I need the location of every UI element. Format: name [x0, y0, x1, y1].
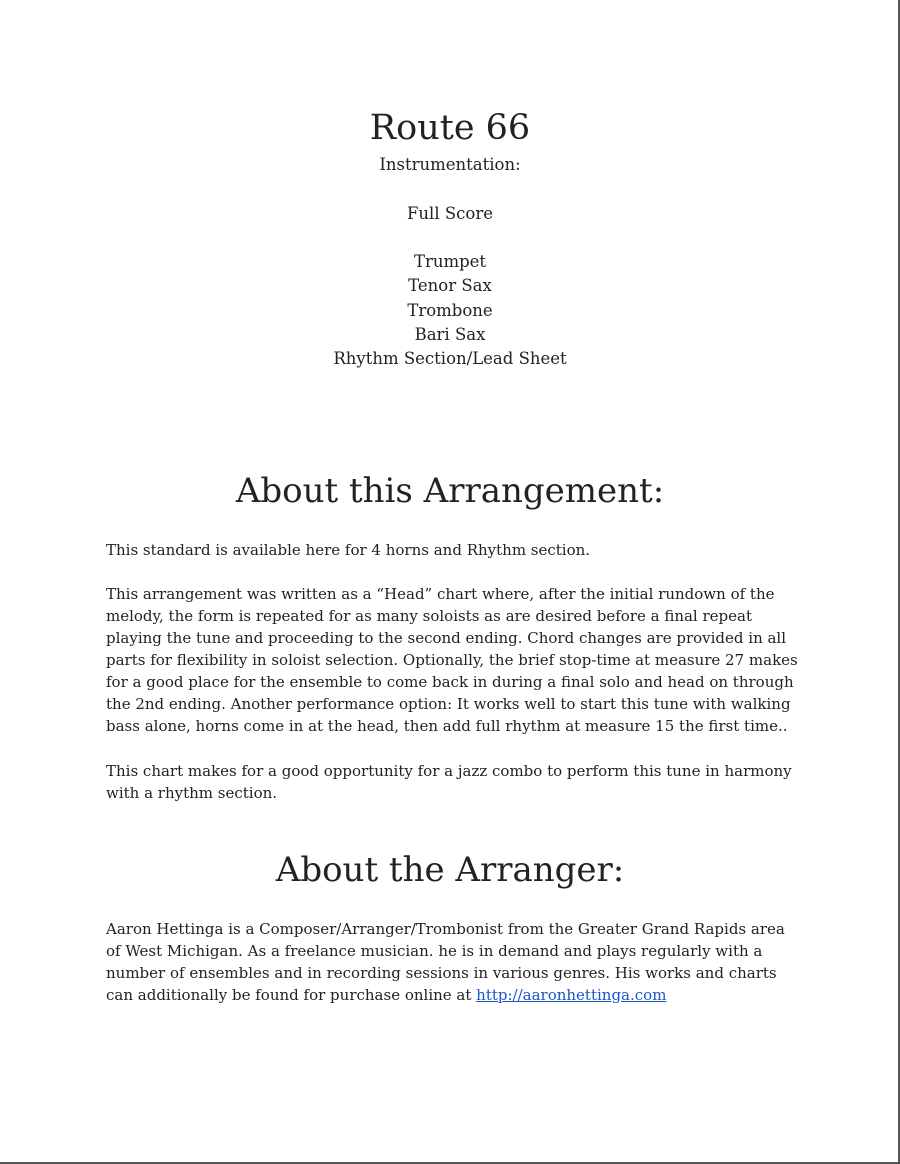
arranger-bio-text: Aaron Hettinga is a Composer/Arranger/Trombonist from the Greater Grand Rapids area of West Michigan. As a freelance musician. he is in demand and plays regularly with a number of ensembles and in recording sessions in various genres. His works and charts can additionally be found for purchase online at [106, 920, 785, 1004]
part-trombone: Trombone [407, 300, 493, 320]
instrumentation-block [0, 153, 900, 372]
spacer [0, 226, 900, 250]
full-score-label: Full Score [406, 203, 493, 223]
arrangement-paragraph-2: This arrangement was written as a “Head” chart where, after the initial rundown of the melody, the form is repeated for as many soloists as are desired before a final repeat playing the tune and proceeding to the second ending. Chord changes are provided in all parts for flexibility in soloist selection. Optionally, the brief stop-time at measure 27 makes for a good place for the ensemble to come back in during a final solo and head on through the 2nd ending. Another performance option: It works well to start this tune with walking bass alone, horns come in at the head, then add full rhythm at measure 15 the first time.. [106, 585, 798, 735]
part-bari-sax: Bari Sax [414, 325, 486, 345]
arrangement-paragraph-3: This chart makes for a good opportunity for a jazz combo to perform this tune in harmony with a rhythm section. [106, 762, 792, 802]
arrangement-paragraph-1: This standard is available here for 4 horns and Rhythm section. [106, 541, 591, 559]
about-arranger-heading: About the Arranger: [275, 850, 625, 890]
about-arrangement-heading: About this Arrangement: [235, 471, 665, 511]
part-rhythm-section: Rhythm Section/Lead Sheet [333, 349, 567, 369]
document-title: Route 66 [369, 108, 531, 148]
arranger-paragraph [106, 918, 798, 1006]
instrumentation-label: Instrumentation: [379, 155, 521, 174]
part-trumpet: Trumpet [413, 252, 487, 272]
arranger-website-link[interactable]: http://aaronhettinga.com [476, 986, 667, 1004]
spacer [0, 177, 900, 201]
part-tenor-sax: Tenor Sax [408, 276, 492, 296]
